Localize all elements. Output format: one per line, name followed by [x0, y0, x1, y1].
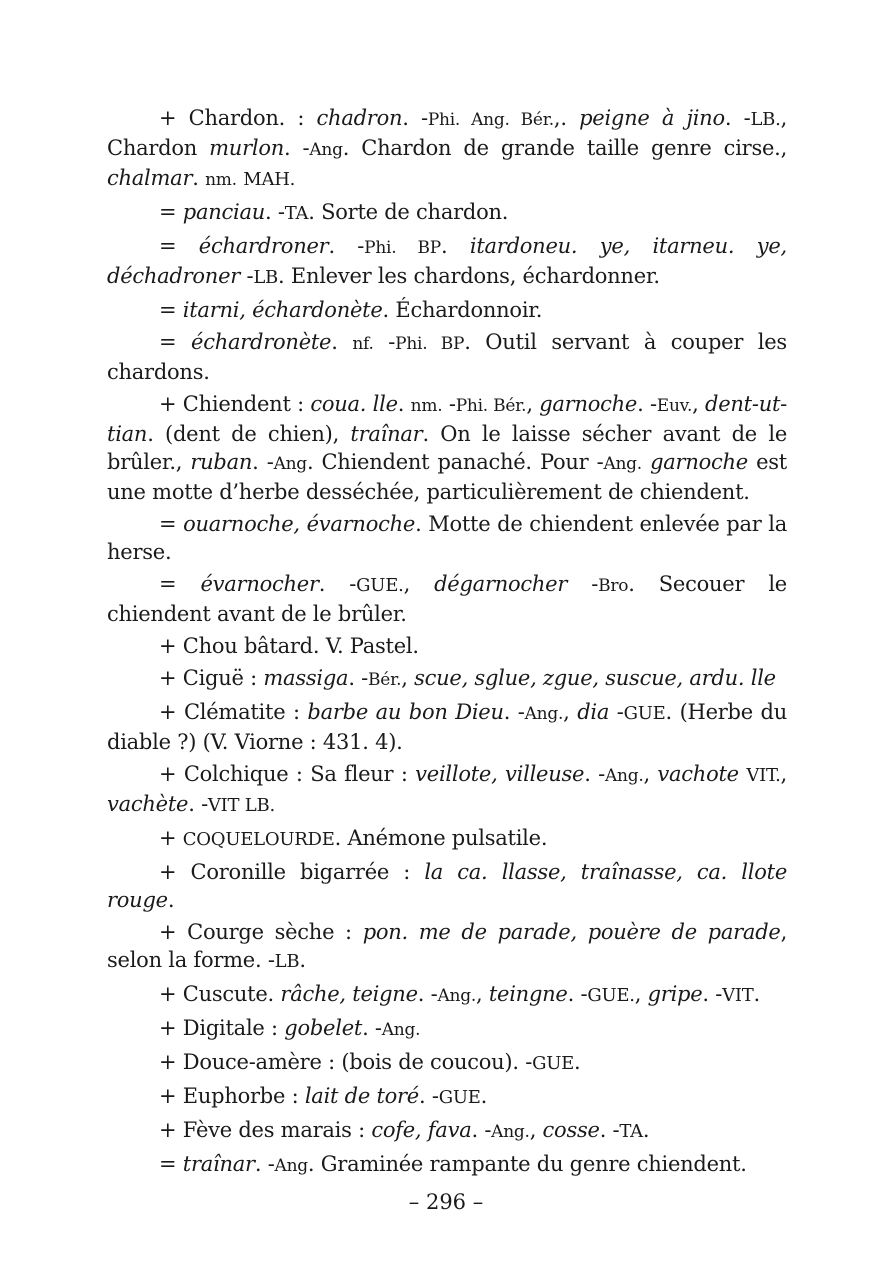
dialect-term: murlon — [209, 136, 284, 160]
source-abbreviation: GUE — [438, 1087, 481, 1108]
source-abbreviation: GUE — [532, 1053, 575, 1074]
entry-text: , Chardon — [107, 106, 788, 160]
entry-text: . — [331, 330, 353, 354]
dialect-term: ouarnoche, évarnoche — [183, 512, 416, 536]
dialect-term: pon. me de parade, pouère de parade — [362, 920, 781, 944]
entry-text: , — [475, 982, 489, 1006]
dictionary-entry — [107, 1048, 787, 1078]
entry-text: . Chiendent panaché. Pour - — [306, 450, 604, 474]
source-abbreviation: Phi. BP — [364, 238, 441, 258]
dialect-term: scue, sglue, zgue, suscue, ardu. lle — [414, 666, 776, 690]
dialect-term: panciau — [182, 200, 266, 224]
entry-text: . Enlever les chardons, échardonner. — [278, 264, 660, 288]
entry-text: , selon la forme. - — [107, 920, 787, 972]
dialect-term: barbe au bon Dieu — [307, 700, 504, 724]
source-abbreviation: nm. — [410, 396, 443, 416]
entry-text: . Outil servant à couper les chardons. — [107, 330, 787, 384]
entry-text: = — [159, 234, 199, 258]
dialect-term: gripe — [647, 982, 703, 1006]
source-abbreviation: VIT LB. — [207, 795, 275, 816]
entry-text: - — [609, 700, 624, 724]
entry-text: . Sorte de chardon. — [308, 200, 509, 224]
dialect-term: traînar — [182, 1152, 255, 1176]
dialect-term: itarni, échardonète — [182, 298, 383, 322]
entry-text: . — [192, 166, 206, 190]
dictionary-entry — [107, 980, 787, 1010]
dictionary-entry — [107, 760, 787, 820]
dialect-term: échardronète — [191, 330, 332, 354]
entry-text: , — [692, 392, 706, 416]
source-abbreviation: Bro — [598, 576, 629, 596]
dialect-term: vachète — [107, 792, 189, 816]
source-abbreviation: nm. — [205, 170, 237, 190]
dictionary-entry — [107, 1116, 787, 1146]
dialect-term: la ca. llasse, traînasse, ca. llote rouge — [107, 860, 788, 912]
dialect-term: gobelet — [284, 1016, 363, 1040]
entry-text: , — [403, 572, 435, 596]
dictionary-entry — [107, 1150, 787, 1180]
entry-text: . Secouer le chiendent avant de le brûler. — [107, 572, 787, 626]
entry-text: . Motte de chiendent enlevée par la herse. — [107, 512, 787, 564]
entry-text: + Clématite : — [159, 700, 308, 724]
source-abbreviation: Phi. BP — [395, 334, 465, 354]
dictionary-entry — [107, 698, 787, 756]
entry-text: , — [780, 762, 787, 786]
dialect-term: évarnocher — [200, 572, 319, 596]
entry-text: , — [563, 700, 578, 724]
entry-text: . Chardon de grande taille genre cirse., — [342, 136, 788, 160]
source-abbreviation: Ang. — [437, 986, 476, 1006]
source-abbreviation: Ang — [273, 454, 307, 474]
dialect-term: dent-ut-tian — [107, 392, 788, 446]
entry-text: - — [373, 330, 396, 354]
entry-text: . - — [265, 200, 285, 224]
entry-text: . - — [637, 392, 657, 416]
entry-text: , — [634, 982, 648, 1006]
document-body — [107, 104, 787, 1184]
entry-text: . — [299, 948, 306, 972]
entry-text: . Échardonnoir. — [382, 298, 543, 322]
dictionary-entry — [107, 510, 787, 566]
entry-text: . - — [348, 666, 369, 690]
source-abbreviation: GUE. — [356, 575, 404, 596]
entry-text: . — [574, 1050, 581, 1074]
dialect-term: lait de toré — [304, 1084, 419, 1108]
entry-text: . Graminée rampante du genre chiendent. — [307, 1152, 747, 1176]
source-abbreviation: TA — [284, 203, 309, 224]
source-abbreviation: GUE. — [587, 985, 635, 1006]
dialect-term: itardoneu. ye, itarneu. ye, déchadroner — [107, 234, 787, 288]
entry-text: + Fève des marais : — [159, 1118, 372, 1142]
source-abbreviation: Phi. Bér. — [455, 396, 527, 416]
entry-text: + Colchique : Sa fleur : — [159, 762, 416, 786]
entry-text: . - — [567, 982, 588, 1006]
dictionary-entry — [107, 1014, 787, 1044]
dialect-term: ruban — [190, 450, 253, 474]
entry-text: . - — [471, 1118, 492, 1142]
dictionary-entry — [107, 296, 787, 324]
source-abbreviation: Ang — [274, 1156, 308, 1176]
entry-text: + Coronille bigarrée : — [159, 860, 425, 884]
source-abbreviation: Ang. — [524, 704, 564, 724]
source-abbreviation: nf. — [352, 334, 374, 354]
entry-text: . - — [318, 572, 357, 596]
source-abbreviation: Ang. — [491, 1122, 530, 1142]
entry-text: + Chou bâtard. V. Pastel. — [159, 634, 419, 658]
source-abbreviation: GUE — [623, 703, 666, 724]
dictionary-entry — [107, 198, 787, 228]
dialect-term: cosse — [542, 1118, 600, 1142]
entry-text: . - — [252, 450, 274, 474]
dictionary-entry — [107, 1082, 787, 1112]
entry-text: . - — [362, 1016, 382, 1040]
dialect-term: veillote, villeuse — [415, 762, 585, 786]
entry-text: = — [159, 298, 183, 322]
entry-text: + — [159, 826, 183, 850]
dialect-term: dia — [577, 700, 610, 724]
dialect-term: massiga — [263, 666, 349, 690]
entry-text: = — [159, 512, 184, 536]
source-abbreviation: VIT. — [746, 765, 781, 786]
entry-text: . - — [584, 762, 605, 786]
source-abbreviation: LB. — [750, 109, 781, 130]
entry-text: . - — [599, 1118, 620, 1142]
entry-text: , — [529, 1118, 543, 1142]
entry-text: . - — [188, 792, 208, 816]
dictionary-entry — [107, 632, 787, 660]
entry-text: . - — [402, 106, 428, 130]
dialect-term: coua. lle — [310, 392, 398, 416]
entry-text: . On le laisse sécher avant de le brûler., — [107, 422, 788, 474]
dictionary-entry — [107, 390, 787, 506]
entry-text: - — [567, 572, 599, 596]
entry-text: + Digitale : — [159, 1016, 285, 1040]
source-abbreviation: Ang. — [381, 1020, 421, 1040]
entry-text: = — [159, 572, 201, 596]
source-abbreviation: TA — [619, 1121, 643, 1142]
entry-text: . (Herbe du diable ?) (V. Viorne : 431. 4). — [107, 700, 787, 754]
entry-text: , — [401, 666, 415, 690]
entry-text: , — [643, 762, 658, 786]
entry-text: + Douce-amère : (bois de coucou). - — [159, 1050, 533, 1074]
entry-text: . - — [702, 982, 723, 1006]
dialect-term: traînar — [350, 422, 423, 446]
entry-text — [642, 450, 650, 474]
source-abbreviation: Ang — [309, 140, 343, 160]
entry-text: . - — [284, 136, 310, 160]
source-abbreviation: LB — [253, 267, 279, 288]
entry-text: - — [240, 264, 254, 288]
entry-text: . - — [503, 700, 525, 724]
dialect-term: dégarnocher — [434, 572, 568, 596]
dictionary-entry — [107, 918, 787, 976]
source-abbreviation: COQUELOURDE — [182, 829, 335, 850]
entry-text: + Courge sèche : — [159, 920, 363, 944]
entry-text: , — [526, 392, 540, 416]
entry-text: . - — [724, 106, 751, 130]
dialect-term: chalmar — [107, 166, 193, 190]
entry-text: . - — [419, 1084, 439, 1108]
entry-text: = — [159, 200, 183, 224]
entry-text: . (dent de chien), — [147, 422, 351, 446]
source-abbreviation: MAH. — [243, 169, 296, 190]
entry-text: . — [480, 1084, 488, 1108]
entry-text: + Ciguë : — [159, 666, 264, 690]
dialect-term: garnoche — [539, 392, 638, 416]
dictionary-entry — [107, 570, 787, 628]
entry-text: . — [167, 888, 175, 912]
dictionary-entry — [107, 104, 787, 194]
entry-text: . - — [417, 982, 438, 1006]
source-abbreviation: Ang. — [603, 454, 642, 474]
entry-text: ,. — [553, 106, 580, 130]
entry-text: . - — [254, 1152, 275, 1176]
dictionary-entry — [107, 664, 787, 694]
entry-text: . Anémone pulsatile. — [334, 826, 548, 850]
entry-text: + Cuscute. — [159, 982, 281, 1006]
source-abbreviation: Euv. — [656, 396, 693, 416]
entry-text: = — [159, 330, 192, 354]
dialect-term: chadron — [316, 106, 403, 130]
dictionary-entry — [107, 232, 787, 292]
entry-text: + Chiendent : — [159, 392, 311, 416]
source-abbreviation: Bér. — [368, 670, 402, 690]
entry-text: . — [642, 1118, 650, 1142]
dialect-term: garnoche — [650, 450, 748, 474]
source-abbreviation: LB — [274, 951, 300, 972]
source-abbreviation: VIT — [722, 985, 754, 1006]
entry-text: . — [397, 392, 411, 416]
dictionary-entry — [107, 328, 787, 386]
entry-text: + Chardon. : — [159, 106, 317, 130]
entry-text: = — [159, 1152, 183, 1176]
dialect-term: cofe, fava — [371, 1118, 472, 1142]
entry-text: - — [442, 392, 456, 416]
dialect-term: teingne — [488, 982, 568, 1006]
source-abbreviation: Ang. — [604, 766, 644, 786]
dialect-term: peigne à jino — [579, 106, 725, 130]
source-abbreviation: Phi. Ang. Bér. — [427, 110, 554, 130]
entry-text: + Euphorbe : — [159, 1084, 305, 1108]
dialect-term: vachote — [657, 762, 739, 786]
dictionary-entry — [107, 858, 787, 914]
entry-text: . - — [328, 234, 365, 258]
entry-text: . — [441, 234, 470, 258]
entry-text: . — [753, 982, 760, 1006]
entry-text: est une motte d’herbe desséchée, particulièrement de chiendent. — [107, 450, 787, 504]
dictionary-entry — [107, 824, 787, 854]
page-number: – 296 – — [408, 1190, 484, 1214]
dialect-term: échardroner — [198, 234, 329, 258]
dialect-term: râche, teigne — [280, 982, 418, 1006]
